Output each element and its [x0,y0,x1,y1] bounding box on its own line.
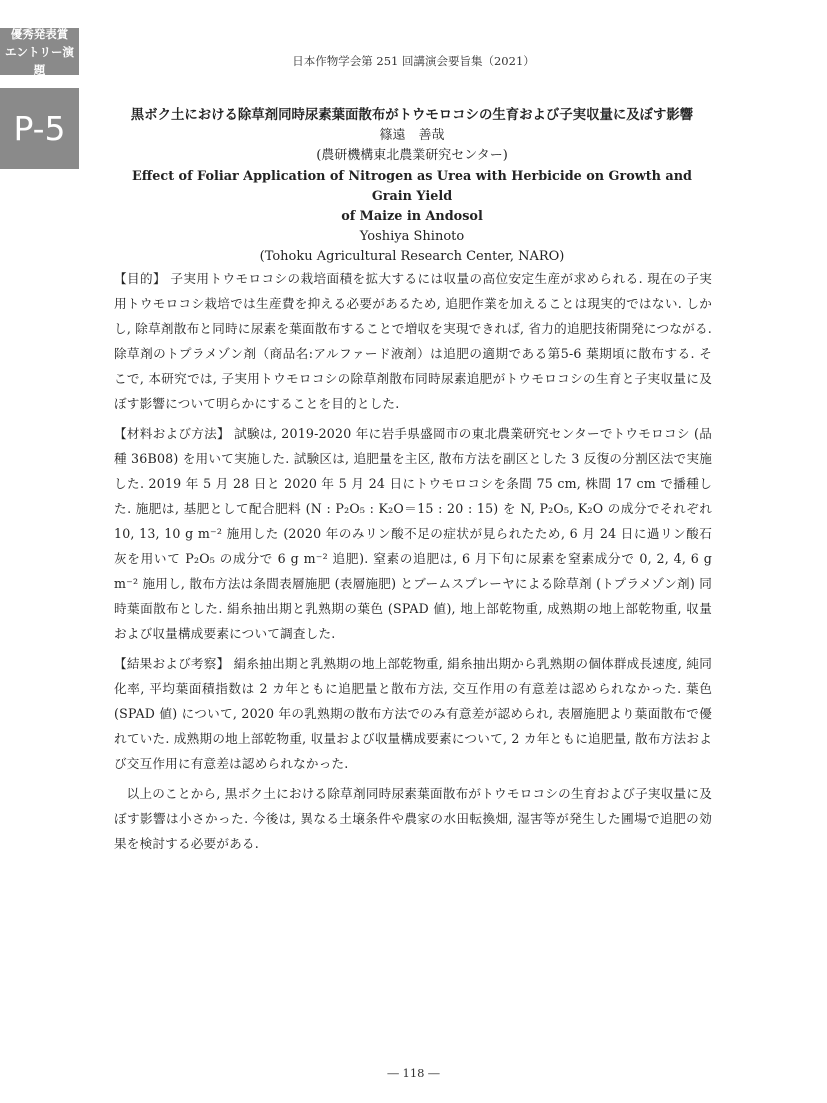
running-head: 日本作物学会第 251 回講演会要旨集（2021） [292,54,535,68]
abstract-body [114,266,712,861]
author-ja: 篠遠 善哉 [379,128,445,143]
title-ja: 黒ボク土における除草剤同時尿素葉面散布がトウモロコシの生育および子実収量に及ぼす影響 [130,108,694,123]
presentation-id-tab [0,88,79,169]
affiliation-en: (Tohoku Agricultural Research Center, NARO) [259,249,565,264]
section-methods: 【材料および方法】 試験は, 2019-2020 年に岩手県盛岡市の東北農業研究センターでトウモロコシ (品種 36B08) を用いて実施した. 試験区は, 追肥量を主区, 散布方法を副区とした 3 反復の分割区法で実施した. 2019 年 5 月 28 日と 2020 年 5 月 24 日にトウモロコシを条間 75 cm, 株間 17 cm で播種した. 施肥は, 基肥として配合肥料 (N : P₂O₅ : K₂O＝15 : 20 : 15) を N, P₂O₅, K₂O の成分でそれぞれ 10, 13, 10 g m⁻² 施用した (2020 年のみリン酸不足の症状が見られたため, 6 月 24 日に過リン酸石灰を用いて P₂O₅ の成分で 6 g m⁻² 追肥). 窒素の追肥は, 6 月下旬に尿素を窒素成分で 0, 2, 4, 6 g m⁻² 施用し, 散布方法は条間表層施肥 (表層施肥) とブームスプレーヤによる除草剤 (トプラメゾン剤) 同時葉面散布とした. 絹糸抽出期と乳熟期の葉色 (SPAD 値), 地上部乾物重, 成熟期の地上部乾物重, 収量および収量構成要素について調査した. [114,426,712,641]
award-tab-line1: 優秀発表賞 [10,26,69,41]
affiliation-ja: (農研機構東北農業研究センター) [316,148,508,163]
page-number: ― 118 ― [387,1066,440,1080]
presentation-id: P-5 [13,109,66,148]
title-en-line2: of Maize in Andosol [341,209,483,224]
author-en: Yoshiya Shinoto [359,229,465,244]
award-tab-line2: エントリー演題 [5,44,74,77]
title-block [110,106,714,267]
title-en [110,167,714,227]
section-results: 【結果および考察】 絹糸抽出期と乳熟期の地上部乾物重, 絹糸抽出期から乳熟期の個体群成長速度, 純同化率, 平均葉面積指数は 2 カ年ともに追肥量と散布方法, 交互作用の有意差は認められなかった. 葉色 (SPAD 値) について, 2020 年の乳熟期の散布方法でのみ有意差が認められ, 表層施肥より葉面散布で優れていた. 成熟期の地上部乾物重, 収量および収量構成要素について, 2 カ年ともに追肥量, 散布方法および交互作用に有意差は認められなかった. [114,656,712,771]
title-en-line1: Effect of Foliar Application of Nitrogen as Urea with Herbicide on Growth and Grain Yield [132,169,692,204]
section-purpose: 【目的】 子実用トウモロコシの栽培面積を拡大するには収量の高位安定生産が求められる. 現在の子実用トウモロコシ栽培では生産費を抑える必要があるため, 追肥作業を加えることは現実的ではない. しかし, 除草剤散布と同時に尿素を葉面散布することで増収を実現できれば, 省力的追肥技術開発につながる. 除草剤のトプラメゾン剤（商品名:アルファード液剤）は追肥の適期である第5-6 葉期頃に散布する. そこで, 本研究では, 子実用トウモロコシの除草剤散布同時尿素追肥がトウモロコシの生育と子実収量に及ぼす影響について明らかにすることを目的とした. [114,271,713,411]
section-conclusion: 以上のことから, 黒ボク土における除草剤同時尿素葉面散布がトウモロコシの生育および子実収量に及ぼす影響は小さかった. 今後は, 異なる土壌条件や農家の水田転換畑, 湿害等が発生した圃場で追肥の効果を検討する必要がある. [114,786,712,851]
